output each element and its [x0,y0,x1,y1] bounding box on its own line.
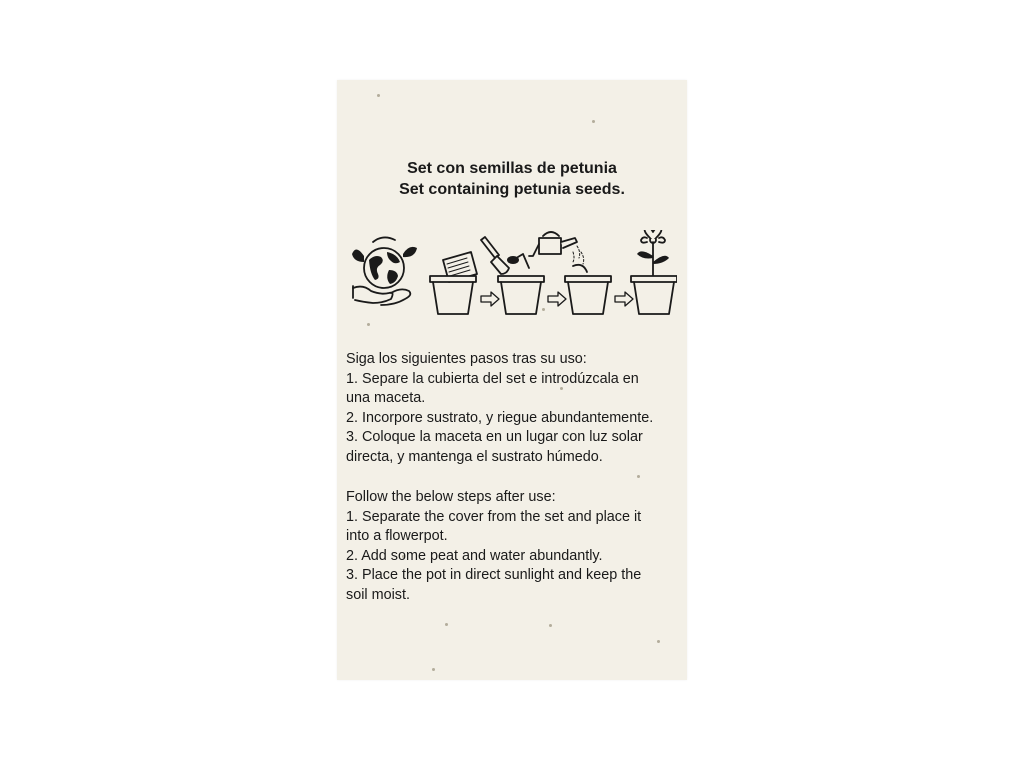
instruction-line: 3. Coloque la maceta en un lugar con luz solar [346,429,643,445]
title-english: Set containing petunia seeds. [399,181,625,198]
instruction-line: 1. Separe la cubierta del set e introdúzcala en [346,370,639,387]
title-spanish: Set con semillas de petunia [407,160,617,177]
instruction-line: 3. Place the pot in direct sunlight and keep the [346,567,642,583]
paper-speck [637,475,640,478]
trowel-soil-icon [481,237,529,274]
pot-icon [498,276,544,314]
pot-icon [565,276,611,314]
paper-speck [445,623,448,626]
flower-icon [637,230,669,276]
planting-steps-illustration [347,230,677,325]
watering-can-icon [529,232,587,272]
earth-in-hand-icon [352,237,417,305]
paper-speck [657,640,660,643]
pot-icon [631,276,677,314]
paper-speck [549,624,552,627]
pot-icon [430,276,476,314]
seed-card [337,80,687,680]
instruction-line: directa, y mantenga el sustrato húmedo. [346,448,603,465]
paper-speck [432,668,435,671]
instructions-spanish [346,350,684,467]
instruction-line: Follow the below steps after use: [346,489,556,505]
instruction-line: into a flowerpot. [346,528,448,544]
instruction-line: una maceta. [346,390,426,406]
paper-speck [377,94,380,97]
paper-speck [592,120,595,123]
instructions-english [346,488,684,605]
arrow-right-icon [481,292,499,306]
instruction-line: Siga los siguientes pasos tras su uso: [346,351,587,367]
instruction-line: 2. Incorpore sustrato, y riegue abundantemente. [346,409,654,426]
arrow-right-icon [548,292,566,306]
instruction-line: 1. Separate the cover from the set and place it [346,508,642,525]
arrow-right-icon [615,292,633,306]
card-title [337,158,687,200]
instruction-line: 2. Add some peat and water abundantly. [346,547,603,564]
instruction-line: soil moist. [346,586,410,603]
